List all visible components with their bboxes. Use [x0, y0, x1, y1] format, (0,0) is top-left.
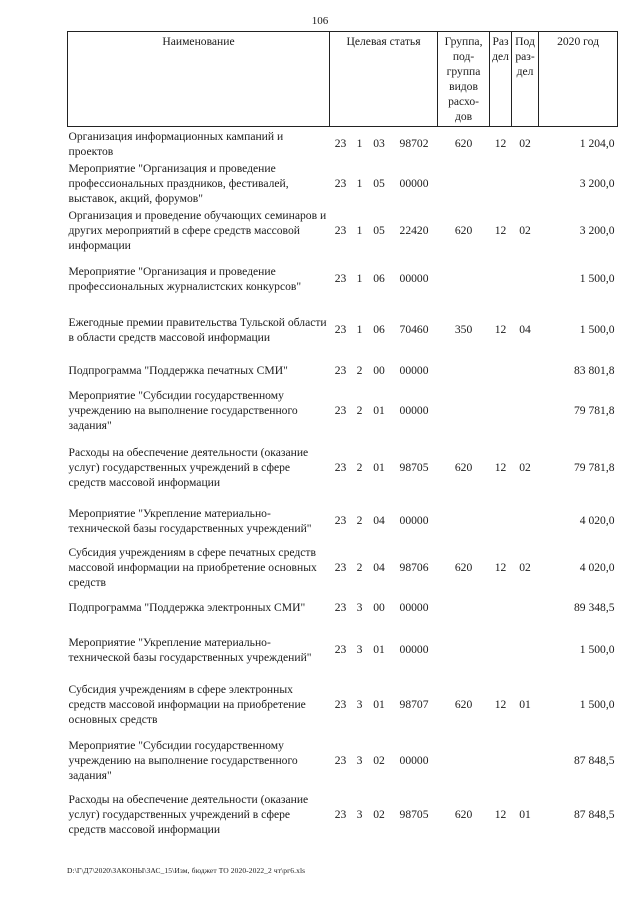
subsection	[512, 733, 539, 789]
section: 12	[494, 461, 507, 474]
code-program: 23	[334, 643, 347, 656]
code-direction: 00000	[399, 754, 429, 767]
amount-2020: 4 020,0	[579, 514, 615, 527]
code-event: 05	[373, 177, 385, 190]
amount-2020: 79 781,8	[573, 461, 615, 474]
subsection	[512, 357, 539, 385]
code-direction: 98705	[399, 808, 429, 821]
table-row	[68, 303, 618, 357]
expense-group	[438, 623, 490, 677]
code-program: 23	[334, 561, 347, 574]
header-year: 2020 год	[539, 32, 618, 127]
code-subprogram: 3	[356, 601, 363, 614]
code-subprogram: 1	[356, 323, 363, 336]
subsection	[512, 623, 539, 677]
expense-group	[438, 733, 490, 789]
table-row	[68, 499, 618, 543]
code-direction: 98707	[399, 698, 429, 711]
header-line: дел	[492, 50, 509, 63]
code-program: 23	[334, 754, 347, 767]
expense-group	[438, 255, 490, 303]
page-number: 106	[311, 15, 329, 27]
header-line: под-	[452, 50, 475, 63]
header-line: дов	[454, 110, 473, 123]
subsection	[512, 161, 539, 207]
code-event: 01	[373, 461, 385, 474]
header-target: Целевая статья	[330, 32, 438, 127]
subsection	[512, 593, 539, 623]
code-event: 00	[373, 601, 385, 614]
code-event: 06	[373, 272, 385, 285]
section	[490, 357, 512, 385]
row-name: Подпрограмма "Поддержка печатных СМИ"	[68, 364, 288, 377]
section: 12	[494, 698, 507, 711]
code-subprogram: 2	[356, 364, 363, 377]
expense-group: 620	[454, 461, 473, 474]
code-event: 01	[373, 643, 385, 656]
subsection: 02	[519, 461, 531, 474]
code-direction: 00000	[399, 177, 429, 190]
subsection: 01	[519, 698, 531, 711]
section	[490, 593, 512, 623]
subsection	[512, 499, 539, 543]
amount-2020: 87 848,5	[573, 808, 615, 821]
row-name: Расходы на обеспечение деятельности (оказание услуг) государственных учреждений в сфере средств массовой информации	[68, 793, 309, 836]
table-row	[68, 623, 618, 677]
row-name: Организация и проведение обучающих семинаров и других мероприятий в сфере средств массовой информации	[68, 209, 327, 252]
budget-table	[67, 31, 618, 841]
header-line: Под	[515, 35, 535, 48]
code-subprogram: 2	[356, 561, 363, 574]
code-event: 02	[373, 808, 385, 821]
subsection: 01	[519, 808, 531, 821]
row-name: Подпрограмма "Поддержка электронных СМИ"	[68, 601, 306, 614]
code-subprogram: 1	[356, 272, 363, 285]
code-direction: 00000	[399, 601, 429, 614]
expense-group	[438, 499, 490, 543]
code-subprogram: 1	[356, 177, 363, 190]
header-line: группа	[446, 65, 481, 78]
code-subprogram: 3	[356, 643, 363, 656]
row-name: Расходы на обеспечение деятельности (оказание услуг) государственных учреждений в сфере средств массовой информации	[68, 446, 309, 489]
code-direction: 00000	[399, 404, 429, 417]
code-program: 23	[334, 224, 347, 237]
subsection	[512, 255, 539, 303]
subsection	[512, 385, 539, 437]
header-line: дел	[516, 65, 534, 78]
code-direction: 00000	[399, 514, 429, 527]
code-event: 04	[373, 514, 385, 527]
row-name: Мероприятие "Организация и проведение профессиональных праздников, фестивалей, выставок, акций, форумов"	[68, 162, 289, 205]
row-name: Ежегодные премии правительства Тульской области в области средств массовой информации	[68, 315, 327, 344]
subsection: 02	[519, 561, 531, 574]
code-program: 23	[334, 272, 347, 285]
code-event: 01	[373, 698, 385, 711]
code-program: 23	[334, 514, 347, 527]
file-path-footer: D:\Г\Д7\2020\ЗАКОНЫ\ЗАС_15\Изм, бюджет ТО 2020-2022_2 чт\рг6.xls	[67, 866, 306, 875]
subsection: 02	[519, 224, 531, 237]
code-event: 01	[373, 404, 385, 417]
code-subprogram: 3	[356, 808, 363, 821]
code-direction: 98706	[399, 561, 429, 574]
row-name: Мероприятие "Субсидии государственному учреждению на выполнение государственного задания"	[68, 389, 298, 432]
expense-group: 620	[454, 224, 473, 237]
section: 12	[494, 323, 507, 336]
code-subprogram: 1	[356, 137, 363, 151]
amount-2020: 89 348,5	[573, 601, 615, 614]
code-direction: 70460	[399, 323, 429, 336]
section: 12	[494, 137, 507, 151]
expense-group	[438, 161, 490, 207]
table-row	[68, 255, 618, 303]
amount-2020: 1 500,0	[579, 698, 615, 711]
code-subprogram: 2	[356, 461, 363, 474]
section	[490, 255, 512, 303]
section	[490, 623, 512, 677]
header-name: Наименование	[68, 32, 330, 127]
code-subprogram: 3	[356, 698, 363, 711]
table-row	[68, 437, 618, 499]
expense-group: 620	[454, 698, 473, 711]
header-line: расхо-	[448, 95, 480, 108]
header-line: раз-	[515, 50, 535, 63]
section: 12	[494, 808, 507, 821]
table-row	[68, 593, 618, 623]
table-header	[68, 32, 618, 127]
table-row	[68, 207, 618, 255]
code-event: 04	[373, 561, 385, 574]
table-row	[68, 677, 618, 733]
row-name: Мероприятие "Организация и проведение профессиональных журналистских конкурсов"	[68, 264, 302, 293]
code-program: 23	[334, 137, 347, 151]
code-direction: 22420	[399, 224, 429, 237]
expense-group	[438, 385, 490, 437]
row-name: Организация информационных кампаний и проектов	[68, 129, 284, 158]
section	[490, 161, 512, 207]
header-group	[438, 32, 490, 127]
expense-group: 620	[454, 137, 473, 151]
row-name: Мероприятие "Субсидии государственному учреждению на выполнение государственного задания"	[68, 739, 298, 782]
table-row	[68, 357, 618, 385]
header-subsection	[512, 32, 539, 127]
code-event: 06	[373, 323, 385, 336]
code-program: 23	[334, 808, 347, 821]
row-name: Мероприятие "Укрепление материально-технической базы государственных учреждений"	[68, 506, 312, 535]
header-line: Группа,	[444, 35, 483, 48]
subsection: 02	[519, 137, 531, 151]
table-row	[68, 385, 618, 437]
code-program: 23	[334, 601, 347, 614]
row-name: Субсидия учреждениям в сфере печатных средств массовой информации на приобретение основных средств	[68, 546, 317, 589]
header-section	[490, 32, 512, 127]
code-event: 03	[373, 137, 385, 151]
code-program: 23	[334, 698, 347, 711]
amount-2020: 1 500,0	[579, 323, 615, 336]
section: 12	[494, 561, 507, 574]
table-row	[68, 543, 618, 593]
amount-2020: 1 204,0	[579, 137, 615, 151]
code-event: 05	[373, 224, 385, 237]
subsection: 04	[519, 323, 531, 336]
expense-group: 620	[454, 808, 473, 821]
section	[490, 385, 512, 437]
table-row	[68, 789, 618, 841]
table-row	[68, 161, 618, 207]
code-program: 23	[334, 364, 347, 377]
section	[490, 499, 512, 543]
header-line: видов	[449, 80, 478, 93]
code-direction: 00000	[399, 643, 429, 656]
amount-2020: 3 200,0	[579, 224, 615, 237]
code-subprogram: 1	[356, 224, 363, 237]
code-direction: 00000	[399, 272, 429, 285]
code-event: 00	[373, 364, 385, 377]
expense-group	[438, 593, 490, 623]
amount-2020: 79 781,8	[573, 404, 615, 417]
expense-group	[438, 357, 490, 385]
amount-2020: 4 020,0	[579, 561, 615, 574]
amount-2020: 83 801,8	[573, 364, 615, 377]
code-subprogram: 2	[356, 514, 363, 527]
code-program: 23	[334, 461, 347, 474]
code-direction: 00000	[399, 364, 429, 377]
code-event: 02	[373, 754, 385, 767]
amount-2020: 1 500,0	[579, 272, 615, 285]
expense-group: 620	[454, 561, 473, 574]
amount-2020: 87 848,5	[573, 754, 615, 767]
row-name: Субсидия учреждениям в сфере электронных средств массовой информации на приобретение основных средств	[68, 683, 306, 726]
code-program: 23	[334, 404, 347, 417]
section	[490, 733, 512, 789]
section: 12	[494, 224, 507, 237]
table-row	[68, 733, 618, 789]
amount-2020: 1 500,0	[579, 643, 615, 656]
row-name: Мероприятие "Укрепление материально-технической базы государственных учреждений"	[68, 635, 312, 664]
code-subprogram: 2	[356, 404, 363, 417]
code-direction: 98702	[399, 137, 429, 151]
table-row	[68, 127, 618, 161]
expense-group: 350	[454, 323, 473, 336]
code-direction: 98705	[399, 461, 429, 474]
code-program: 23	[334, 177, 347, 190]
header-line: Раз	[492, 35, 509, 48]
code-program: 23	[334, 323, 347, 336]
code-subprogram: 3	[356, 754, 363, 767]
amount-2020: 3 200,0	[579, 177, 615, 190]
